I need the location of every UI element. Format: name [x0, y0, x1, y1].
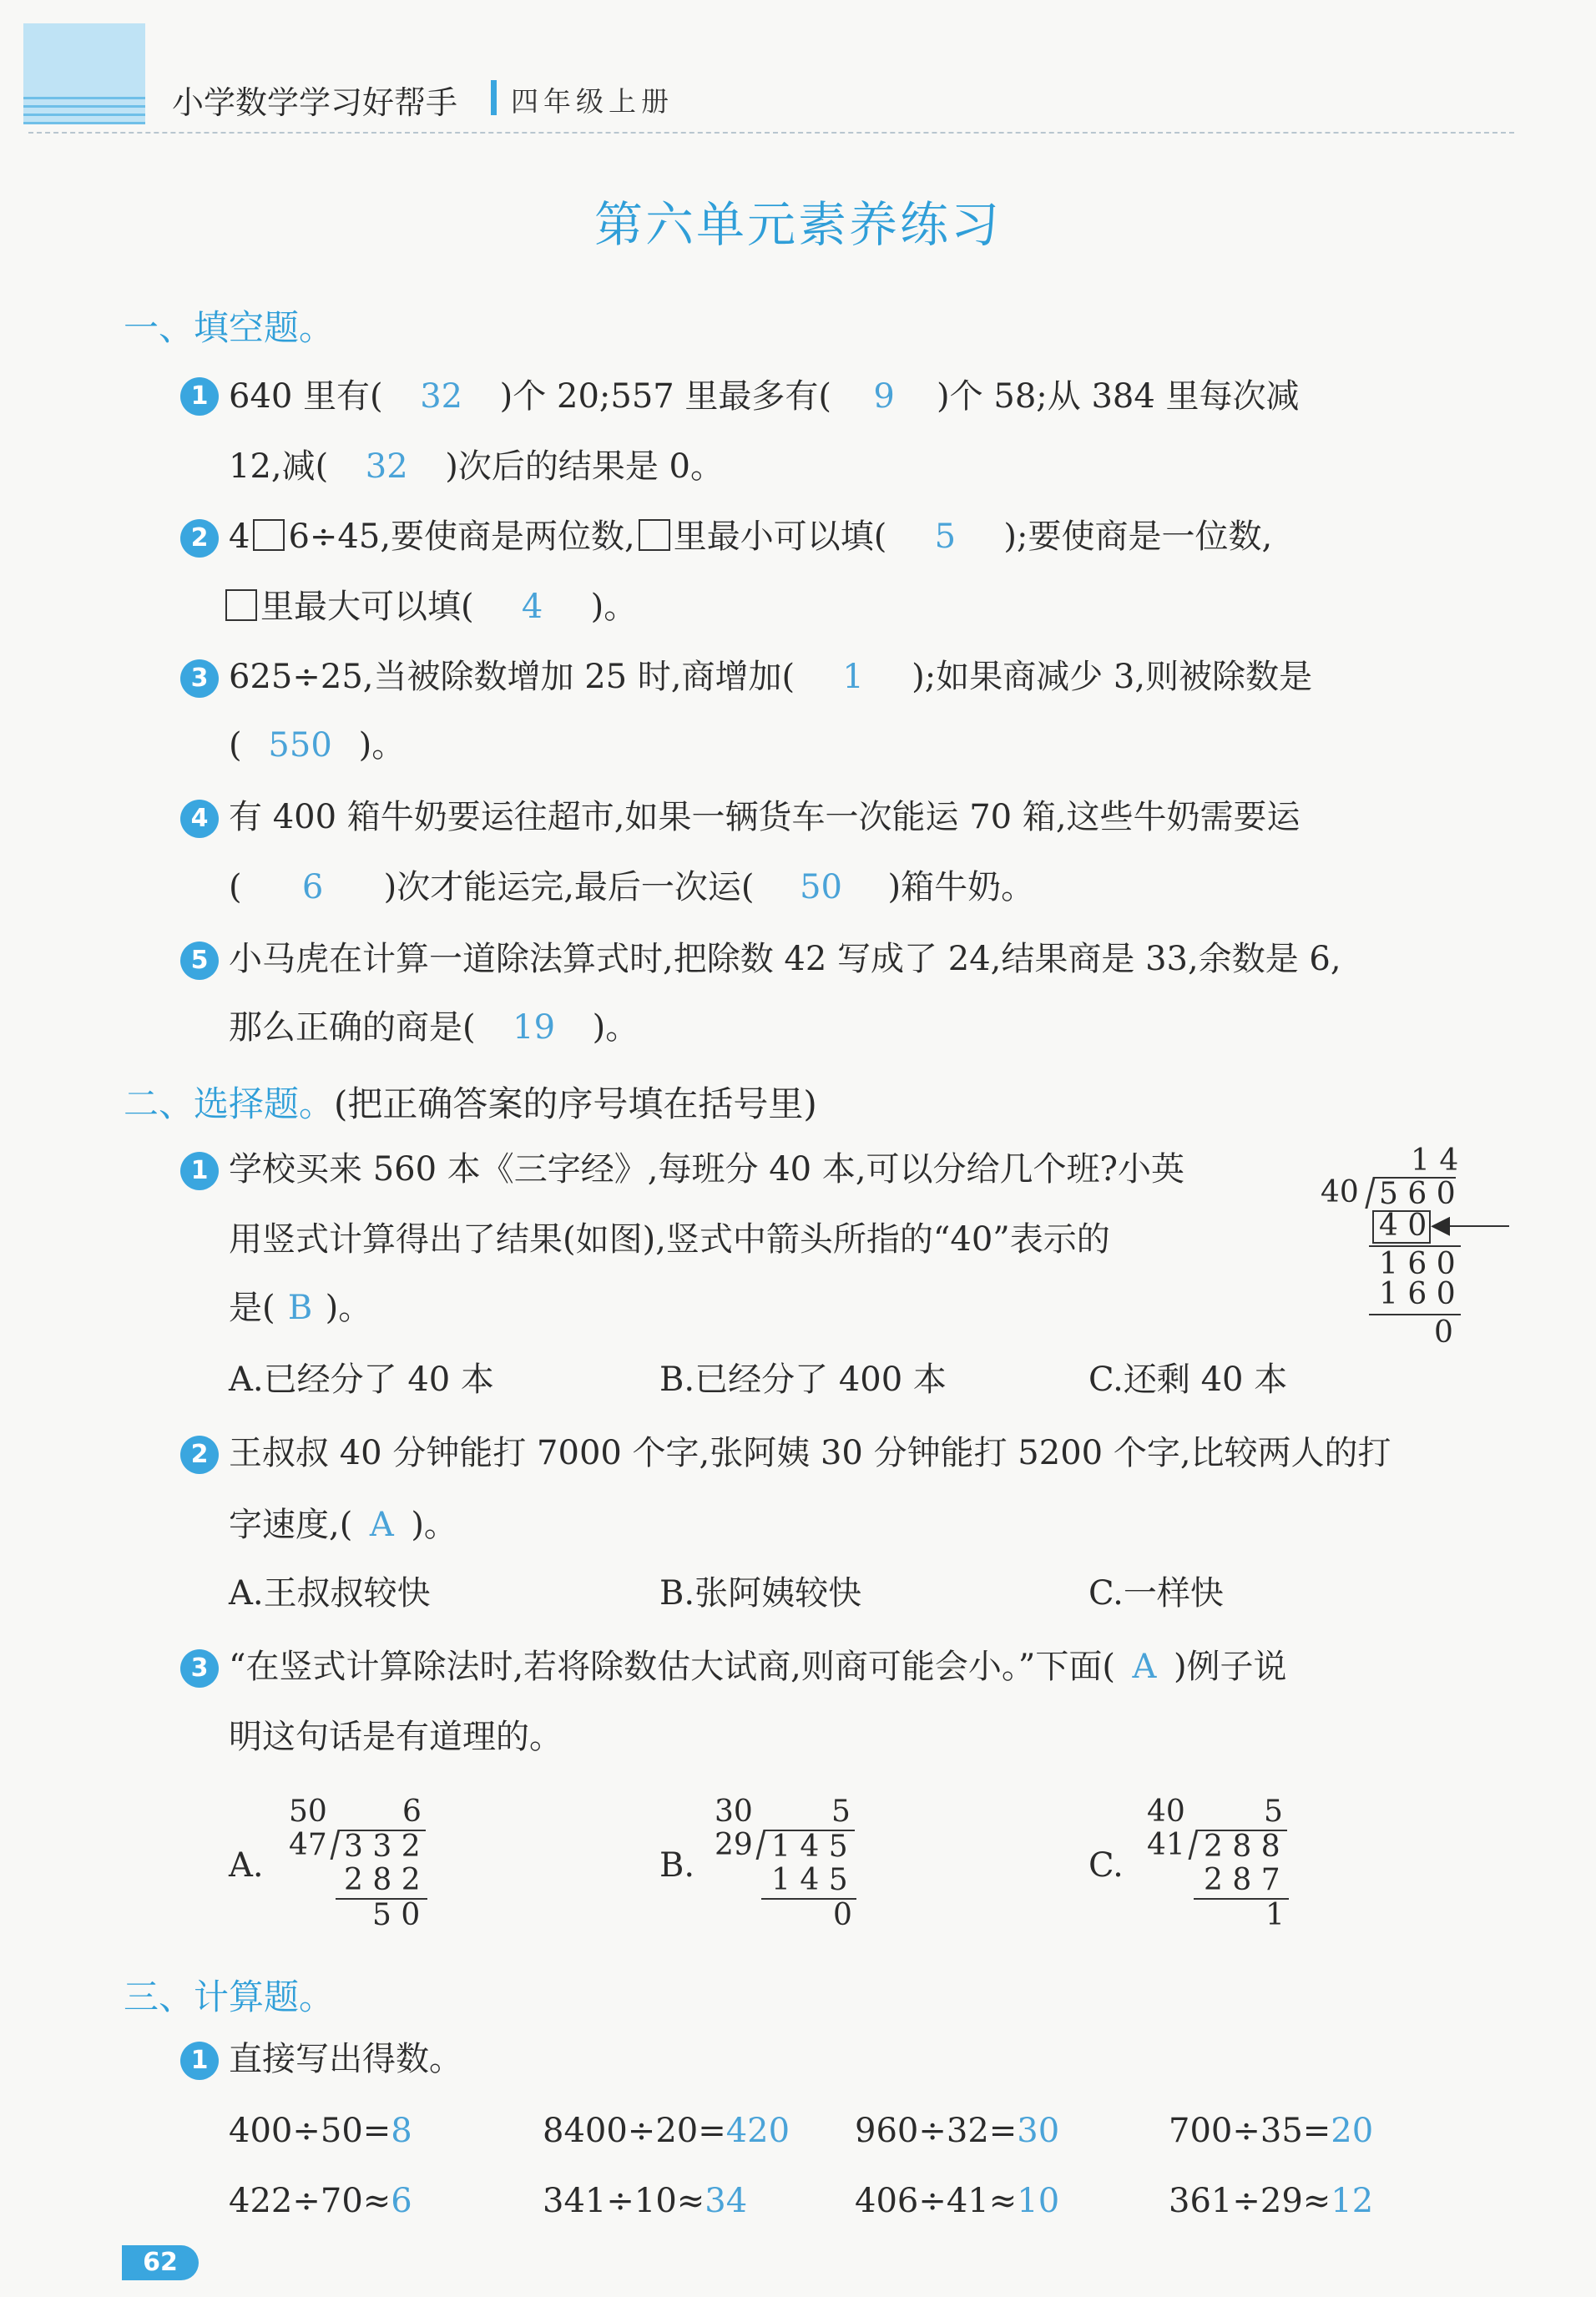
- answer: 9: [873, 377, 895, 416]
- text: 里最小可以填(: [673, 517, 887, 556]
- division-bracket: [1189, 1830, 1199, 1860]
- text: )次后的结果是 0。: [445, 447, 724, 486]
- section-heading-choice: [124, 1077, 817, 1127]
- answer: A: [369, 1506, 394, 1544]
- question-line: [229, 1007, 639, 1048]
- answer: 6: [391, 2182, 412, 2220]
- expression: 361÷29≈: [1169, 2182, 1331, 2220]
- example-label: C.: [1088, 1846, 1124, 1885]
- page-number: 62: [122, 2245, 199, 2280]
- arrow-head-icon: ◀: [1431, 1210, 1451, 1239]
- quotient: 1 4: [1411, 1143, 1459, 1178]
- example-label: A.: [229, 1846, 264, 1885]
- divisor: 29: [715, 1828, 753, 1862]
- text: 里最大可以填(: [260, 588, 474, 626]
- option-c: C.一样快: [1088, 1574, 1224, 1613]
- expression: 8400÷20=: [543, 2112, 726, 2150]
- text: 625÷25,当被除数增加 25 时,商增加(: [229, 658, 795, 696]
- question-line: 学校买来 560 本《三字经》,每班分 40 本,可以分给几个班?小英: [229, 1150, 1184, 1189]
- section-heading-fill-blank: 一、填空题。: [124, 307, 335, 348]
- trial-quotient: 30: [715, 1795, 753, 1829]
- answer: 34: [705, 2182, 748, 2220]
- text: )。: [325, 1289, 372, 1327]
- calc-item: [229, 2182, 412, 2220]
- expression: 700÷35=: [1169, 2112, 1331, 2150]
- text: 是(: [229, 1289, 275, 1327]
- dividend: 2 8 8: [1204, 1830, 1280, 1864]
- question-line: [229, 1504, 457, 1546]
- quotient: 6: [402, 1795, 422, 1829]
- calc-item: [543, 2182, 747, 2220]
- remainder: 1 6 0: [1379, 1247, 1456, 1281]
- answer: 30: [1017, 2112, 1060, 2150]
- question-line: 用竖式计算得出了结果(如图),竖式中箭头所指的“40”表示的: [229, 1220, 1110, 1259]
- question-number: 2: [180, 519, 219, 558]
- header-title: 小学数学学习好帮手: [172, 84, 458, 121]
- text: (: [229, 868, 242, 906]
- answer: 50: [800, 868, 842, 906]
- question-line: 有 400 箱牛奶要运往超市,如果一辆货车一次能运 70 箱,这些牛奶需要运: [229, 798, 1301, 836]
- question-line: [229, 1646, 1287, 1688]
- division-bracket: [331, 1830, 341, 1860]
- option-b: B.张阿姨较快: [659, 1574, 862, 1613]
- blank-square: [253, 519, 285, 551]
- subtrahend: 4 0: [1379, 1209, 1427, 1243]
- division-bracket: [1365, 1177, 1375, 1209]
- section-note: (把正确答案的序号填在括号里): [334, 1083, 817, 1124]
- long-division-example-a: [285, 1795, 452, 1936]
- trial-quotient: 50: [289, 1795, 327, 1829]
- subtrahend: 2 8 2: [344, 1863, 421, 1897]
- text: )箱牛奶。: [887, 868, 1035, 906]
- long-division-diagram: [1317, 1143, 1518, 1361]
- question-number: 2: [180, 1436, 219, 1474]
- division-bracket: [756, 1830, 766, 1860]
- blank-square: [225, 589, 257, 621]
- text: )个 58;从 384 里每次减: [937, 377, 1300, 416]
- expression: 960÷32=: [855, 2112, 1018, 2150]
- dividend: 5 6 0: [1379, 1177, 1456, 1211]
- question-number: 3: [180, 659, 219, 698]
- text: )。: [592, 1008, 639, 1047]
- answer: 8: [391, 2112, 412, 2150]
- answer: 4: [521, 588, 543, 626]
- deco-stripe: [23, 97, 145, 99]
- dividend: 1 4 5: [771, 1830, 848, 1864]
- header-subtitle: 四年级上册: [511, 85, 674, 118]
- answer: 550: [268, 726, 332, 765]
- question-number: 3: [180, 1649, 219, 1688]
- answer: B: [287, 1289, 313, 1327]
- subtrahend: 1 6 0: [1379, 1277, 1456, 1311]
- divisor: 47: [289, 1828, 327, 1862]
- calc-item: [855, 2182, 1059, 2220]
- blank-square: [639, 519, 670, 551]
- remainder: 0: [1434, 1315, 1453, 1350]
- option-a: A.王叔叔较快: [229, 1574, 431, 1613]
- text: “在竖式计算除法时,若将除数估大试商,则商可能会小。”下面(: [229, 1648, 1115, 1686]
- expression: 406÷41≈: [855, 2182, 1018, 2220]
- text: 字速度,(: [229, 1506, 353, 1544]
- quotient: 5: [1264, 1795, 1283, 1829]
- text: );要使商是一位数,: [1003, 517, 1273, 556]
- calc-item: [1169, 2112, 1373, 2150]
- deco-stripe: [23, 114, 145, 116]
- option-c: C.还剩 40 本: [1088, 1361, 1288, 1399]
- expression: 422÷70≈: [229, 2182, 391, 2220]
- question-line: [229, 376, 1300, 417]
- remainder: 1: [1265, 1898, 1285, 1932]
- text: (: [229, 726, 242, 765]
- long-division-example-b: [711, 1795, 878, 1936]
- calc-item: [855, 2112, 1059, 2150]
- text: );如果商减少 3,则被除数是: [912, 658, 1313, 696]
- text: )例子说: [1173, 1648, 1287, 1686]
- answer: 32: [365, 447, 408, 486]
- question-number: 1: [180, 377, 219, 416]
- question-number: 1: [180, 1152, 219, 1190]
- text: )。: [358, 726, 406, 765]
- answer: A: [1132, 1648, 1157, 1686]
- answer: 420: [725, 2112, 790, 2150]
- question-number: 4: [180, 800, 219, 838]
- deco-stripe: [23, 105, 145, 108]
- trial-quotient: 40: [1147, 1795, 1185, 1829]
- section-heading-calculation: 三、计算题。: [124, 1976, 335, 2017]
- answer: 6: [301, 868, 324, 906]
- text: )个 20;557 里最多有(: [499, 377, 832, 416]
- answer: 19: [513, 1008, 556, 1047]
- answer: 12: [1331, 2182, 1374, 2220]
- header-rule: [28, 132, 1514, 134]
- text: )次才能运完,最后一次运(: [383, 868, 755, 906]
- question-line: 明这句话是有道理的。: [229, 1718, 563, 1756]
- header-divider: [491, 80, 497, 115]
- question-line: [225, 586, 637, 628]
- remainder: 0: [833, 1898, 852, 1932]
- divisor: 41: [1147, 1828, 1185, 1862]
- deco-stripe: [23, 122, 145, 124]
- answer: 10: [1017, 2182, 1060, 2220]
- long-division-example-c: [1144, 1795, 1311, 1936]
- example-label: B.: [659, 1846, 695, 1885]
- text: 12,减(: [229, 447, 329, 486]
- answer: 5: [934, 517, 957, 556]
- page-title: 第六单元素养练习: [593, 196, 1002, 253]
- option-a: A.已经分了 40 本: [229, 1361, 494, 1399]
- expression: 341÷10≈: [543, 2182, 705, 2220]
- text: 4: [229, 517, 250, 556]
- text: )。: [411, 1506, 457, 1544]
- section-title: 二、选择题。: [124, 1083, 335, 1124]
- divisor: 40: [1321, 1175, 1359, 1209]
- question-line: [229, 516, 1272, 558]
- question-line: [229, 866, 1034, 908]
- header-decoration: [23, 23, 145, 124]
- expression: 400÷50=: [229, 2112, 391, 2150]
- answer: 32: [420, 377, 463, 416]
- calc-item: [229, 2112, 412, 2150]
- question-line: [229, 656, 1312, 698]
- text: 那么正确的商是(: [229, 1008, 476, 1047]
- quotient: 5: [831, 1795, 851, 1829]
- text: 6÷45,要使商是两位数,: [288, 517, 635, 556]
- question-line: 小马虎在计算一道除法算式时,把除数 42 写成了 24,结果商是 33,余数是 6,: [229, 940, 1341, 978]
- text: 640 里有(: [229, 377, 383, 416]
- remainder: 5 0: [372, 1898, 421, 1932]
- question-line: [229, 1287, 371, 1329]
- question-line: 王叔叔 40 分钟能打 7000 个字,张阿姨 30 分钟能打 5200 个字,比较两人的打: [229, 1434, 1391, 1472]
- subtrahend: 1 4 5: [771, 1863, 848, 1897]
- question-number: 5: [180, 942, 219, 980]
- question-line: 直接写出得数。: [229, 2040, 462, 2078]
- text: )。: [590, 588, 638, 626]
- dividend: 3 3 2: [344, 1830, 421, 1864]
- calc-item: [1169, 2182, 1373, 2220]
- question-line: [229, 724, 405, 766]
- question-line: [229, 446, 724, 487]
- answer: 20: [1331, 2112, 1374, 2150]
- answer: 1: [842, 658, 864, 696]
- calc-item: [543, 2112, 790, 2150]
- question-number: 1: [180, 2042, 219, 2080]
- subtrahend: 2 8 7: [1204, 1863, 1280, 1897]
- option-b: B.已经分了 400 本: [659, 1361, 947, 1399]
